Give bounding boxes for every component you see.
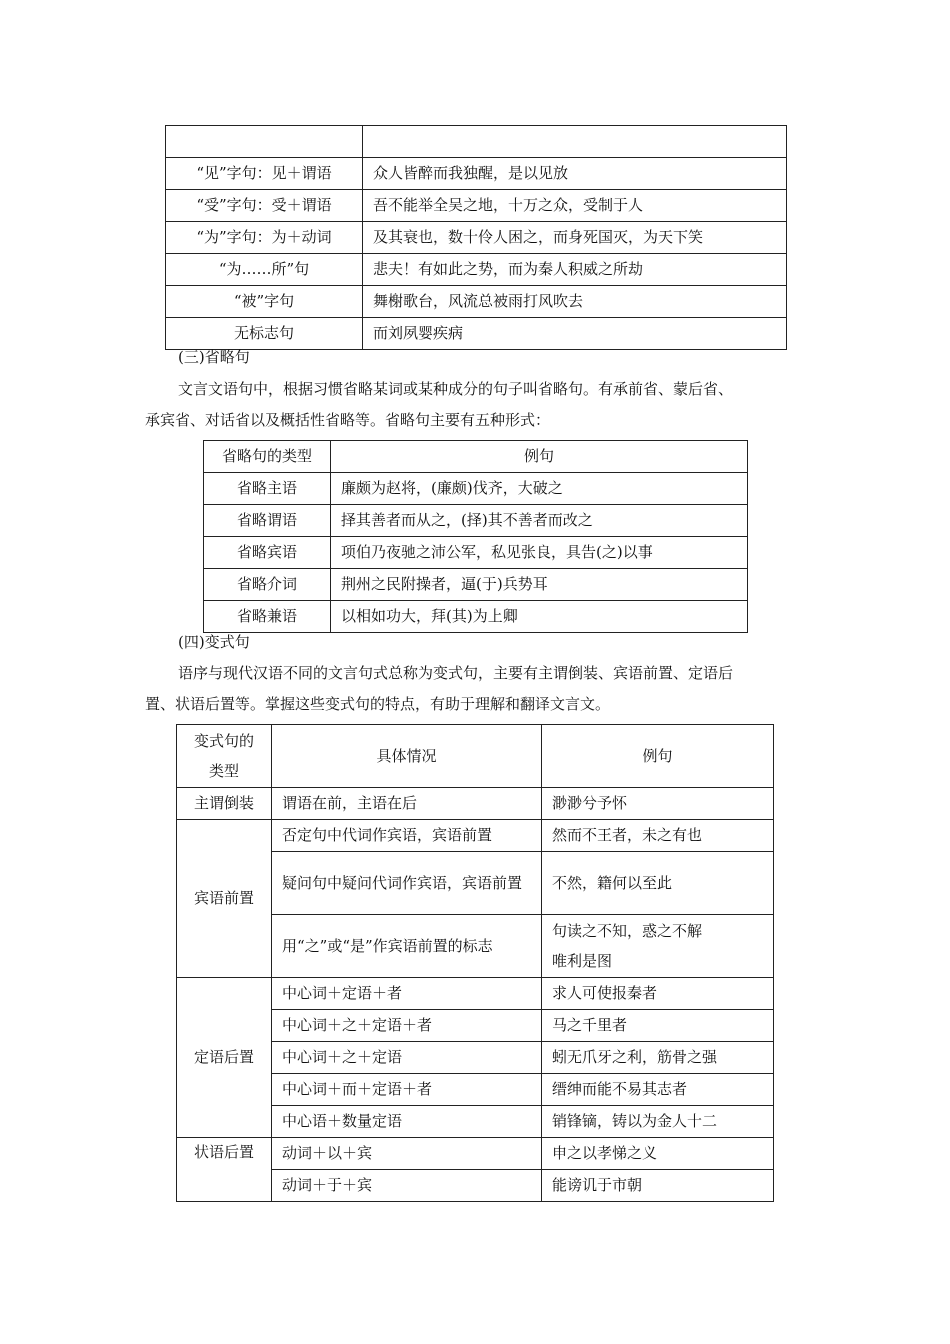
cell-example: 及其衰也，数十伶人困之，而身死国灭，为天下笑 [363, 222, 787, 254]
cell-example: 不然，籍何以至此 [542, 852, 774, 915]
cell-example: 择其善者而从之，(择)其不善者而改之 [331, 505, 748, 537]
header-type: 省略句的类型 [204, 441, 331, 473]
inversion-sentence-table [176, 724, 774, 1202]
cell-type: “被”字句 [166, 286, 363, 318]
table-row [166, 190, 787, 222]
omission-sentence-table [203, 440, 748, 633]
cell-type: 省略主语 [204, 473, 331, 505]
section4-heading: (四)变式句 [178, 633, 250, 651]
table-row [166, 254, 787, 286]
cell-detail: 用“之”或“是”作宾语前置的标志 [272, 915, 542, 978]
cell-example: 众人皆醉而我独醒，是以见放 [363, 158, 787, 190]
table-row [166, 126, 787, 158]
table-row [177, 1138, 774, 1170]
cell-example: 马之千里者 [542, 1010, 774, 1042]
cell-detail: 疑问句中疑问代词作宾语，宾语前置 [272, 852, 542, 915]
section4-paragraph-line2: 置、状语后置等。掌握这些变式句的特点，有助于理解和翻译文言文。 [145, 695, 611, 713]
section3-paragraph-line1: 文言文语句中，根据习惯省略某词或某种成分的句子叫省略句。有承前省、蒙后省、 [178, 380, 734, 398]
header-type-line2: 类型 [208, 762, 239, 780]
table-header-row [177, 725, 774, 788]
section3-paragraph-line2: 承宾省、对话省以及概括性省略等。省略句主要有五种形式： [145, 411, 551, 429]
cell-type: “受”字句：受＋谓语 [166, 190, 363, 222]
table-row [204, 601, 748, 633]
cell-example: 求人可使报秦者 [542, 978, 774, 1010]
cell-example: 而刘夙婴疾病 [363, 318, 787, 350]
header-type [177, 725, 272, 788]
table-row [177, 788, 774, 820]
cell-detail: 动词＋于＋宾 [272, 1170, 542, 1202]
cell-example [363, 126, 787, 158]
cell-type: “为……所”句 [166, 254, 363, 286]
cell-detail: 中心语＋数量定语 [272, 1106, 542, 1138]
cell-type: 省略谓语 [204, 505, 331, 537]
cell-type: 省略宾语 [204, 537, 331, 569]
cell-example: 廉颇为赵将，(廉颇)伐齐，大破之 [331, 473, 748, 505]
section3-heading: (三)省略句 [178, 348, 250, 366]
cell-example: 渺渺兮予怀 [542, 788, 774, 820]
cell-example: 舞榭歌台，风流总被雨打风吹去 [363, 286, 787, 318]
cell-type: 状语后置 [177, 1138, 272, 1202]
cell-example: 吾不能举全吴之地，十万之众，受制于人 [363, 190, 787, 222]
table-row [177, 978, 774, 1010]
cell-example [542, 915, 774, 978]
passive-sentence-table [165, 125, 787, 350]
cell-example-line1: 句读之不知，惑之不解 [552, 922, 703, 940]
cell-detail: 中心词＋之＋定语 [272, 1042, 542, 1074]
header-detail: 具体情况 [272, 725, 542, 788]
cell-detail: 谓语在前，主语在后 [272, 788, 542, 820]
table-row [166, 318, 787, 350]
cell-example: 缙绅而能不易其志者 [542, 1074, 774, 1106]
cell-type: 省略介词 [204, 569, 331, 601]
cell-example: 项伯乃夜驰之沛公军，私见张良，具告(之)以事 [331, 537, 748, 569]
table-row [166, 286, 787, 318]
cell-example: 蚓无爪牙之利，筋骨之强 [542, 1042, 774, 1074]
cell-type: 定语后置 [177, 978, 272, 1138]
cell-detail: 中心词＋定语＋者 [272, 978, 542, 1010]
cell-detail: 中心词＋而＋定语＋者 [272, 1074, 542, 1106]
cell-type: “见”字句：见＋谓语 [166, 158, 363, 190]
table-row [204, 569, 748, 601]
header-example: 例句 [331, 441, 748, 473]
cell-detail: 动词＋以＋宾 [272, 1138, 542, 1170]
table-row [204, 473, 748, 505]
table-row [177, 820, 774, 852]
header-example: 例句 [542, 725, 774, 788]
table-header-row [204, 441, 748, 473]
table-row [166, 222, 787, 254]
cell-example: 以相如功大，拜(其)为上卿 [331, 601, 748, 633]
cell-type: “为”字句：为＋动词 [166, 222, 363, 254]
table-row [166, 158, 787, 190]
cell-detail: 中心词＋之＋定语＋者 [272, 1010, 542, 1042]
cell-example: 能谤讥于市朝 [542, 1170, 774, 1202]
cell-detail: 否定句中代词作宾语，宾语前置 [272, 820, 542, 852]
cell-type: 省略兼语 [204, 601, 331, 633]
cell-example: 申之以孝悌之义 [542, 1138, 774, 1170]
table-row [204, 505, 748, 537]
section4-paragraph-line1: 语序与现代汉语不同的文言句式总称为变式句，主要有主谓倒装、宾语前置、定语后 [178, 664, 734, 682]
cell-example-line2: 唯利是图 [552, 952, 613, 970]
cell-type [166, 126, 363, 158]
cell-type: 无标志句 [166, 318, 363, 350]
table-row [204, 537, 748, 569]
cell-example: 荆州之民附操者，逼(于)兵势耳 [331, 569, 748, 601]
cell-example: 销锋镝，铸以为金人十二 [542, 1106, 774, 1138]
cell-example: 悲夫！有如此之势，而为秦人积威之所劫 [363, 254, 787, 286]
cell-example: 然而不王者，未之有也 [542, 820, 774, 852]
cell-type: 主谓倒装 [177, 788, 272, 820]
header-type-line1: 变式句的 [193, 732, 254, 750]
cell-type: 宾语前置 [177, 820, 272, 978]
